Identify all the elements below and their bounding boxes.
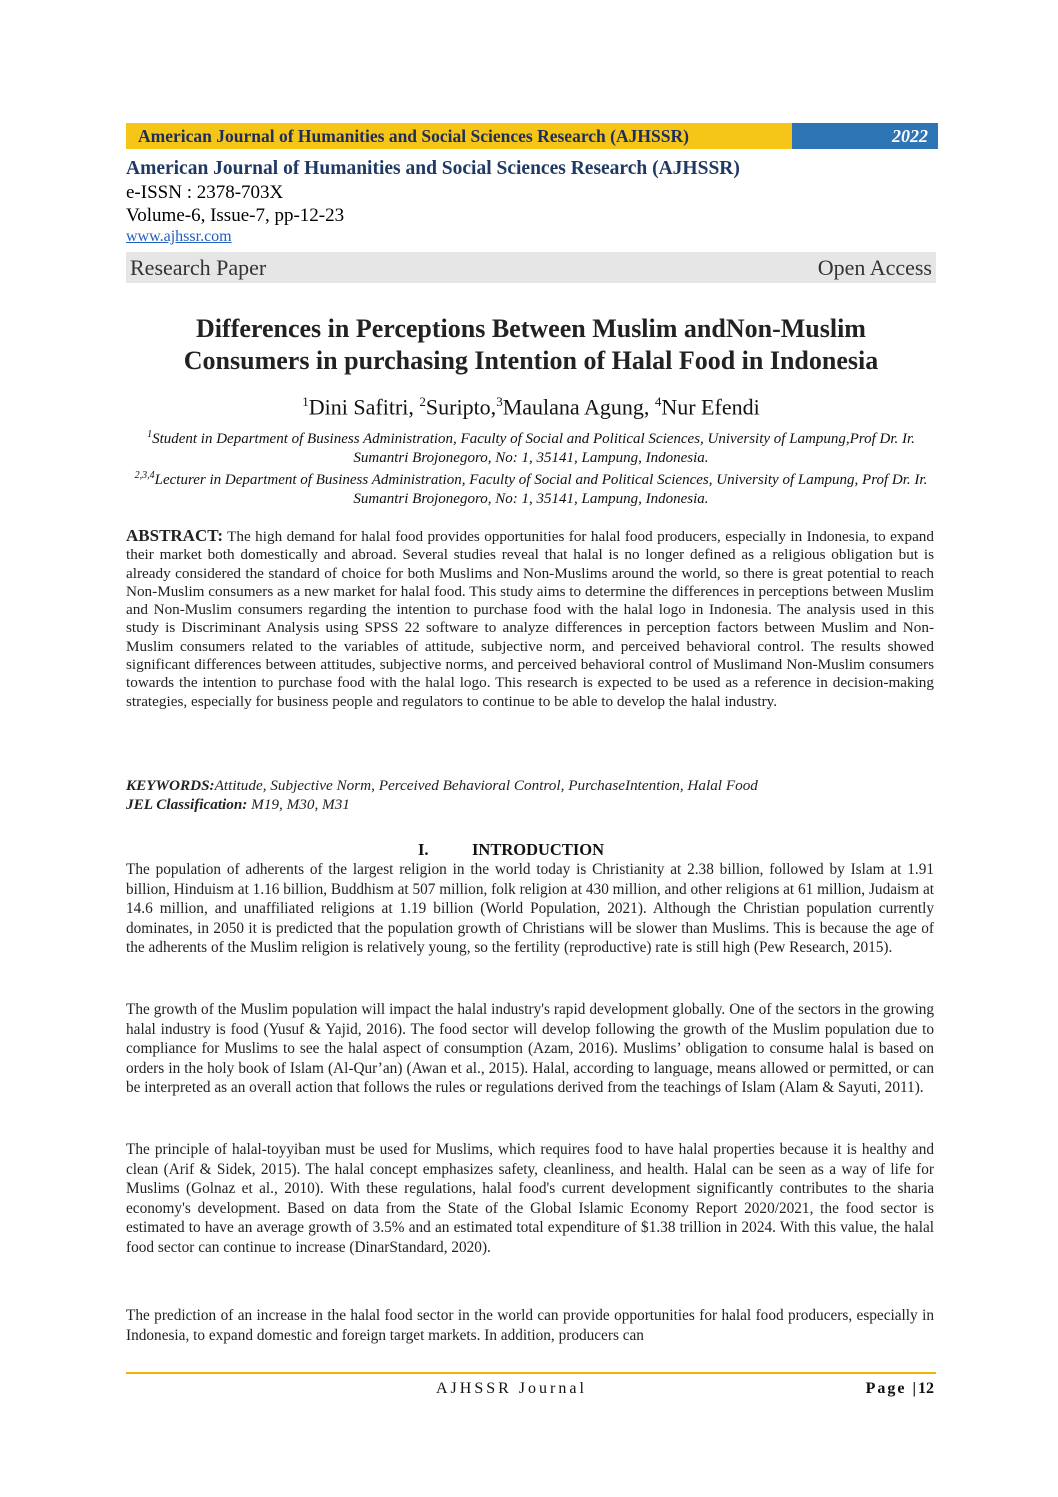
author-name: Suripto,: [425, 394, 497, 420]
author-list: [126, 394, 936, 420]
eissn-label: e-ISSN :: [126, 182, 197, 203]
access-type: Open Access: [817, 254, 932, 280]
keywords-block: [126, 776, 934, 814]
keywords-line: [126, 776, 934, 795]
author-sup: 1: [302, 394, 309, 409]
affiliation-sup: 2,3,4: [134, 470, 155, 481]
affiliation-1: [134, 425, 928, 468]
author-name: Dini Safitri,: [308, 394, 420, 420]
paragraph: The principle of halal-toyyiban must be used for Muslims, which requires food to have halal properties because it is healthy and clean (Arif & Sidek, 2015). The halal concept emphasizes safety, cleanliness, and health. Halal can be seen as a way of life for Muslims (Golnaz et al., 2010). With these regulations, halal food's current development significantly contributes to the sharia economy's development. Based on data from the State of the Global Islamic Economy Report 2020/2021, the food sector is estimated to have an average growth of 3.5% and an estimated total expenditure of $1.38 trillion in 2024. With this value, the halal food sector can continue to increase (DinarStandard, 2020).: [126, 1141, 934, 1256]
title-line-1: Differences in Perceptions Between Muslim andNon-Muslim: [196, 314, 866, 343]
keywords-text: Attitude, Subjective Norm, Perceived Behavioral Control, PurchaseIntention, Halal Food: [214, 777, 758, 794]
abstract: [126, 527, 934, 711]
author-sup: 2: [419, 394, 426, 409]
running-header-journal: American Journal of Humanities and Social Sciences Research (AJHSSR): [126, 123, 792, 149]
paragraph: The growth of the Muslim population will impact the halal industry's rapid development globally. One of the sectors in the growing halal industry is food (Yusuf & Yajid, 2016). The food sector will develop following the growth of the Muslim population due to compliance for Muslims to see the halal aspect of consumption (Azam, 2016). Muslims’ obligation to consume halal is based on orders in the holy book of Islam (Al-Qur’an) (Awan et al., 2015). Halal, according to language, means allowed or permitted, or can be interpreted as an overall action that follows the rules or regulations derived from the teachings of Islam (Alam & Sayuti, 2011).: [126, 1001, 934, 1096]
jel-line: [126, 795, 934, 814]
jel-text: M19, M30, M31: [247, 796, 350, 813]
running-header: [126, 123, 938, 149]
masthead-journal-title: American Journal of Humanities and Social Sciences Research (AJHSSR): [126, 158, 740, 179]
paper-type: Research Paper: [130, 254, 267, 280]
paragraph: The population of adherents of the largest religion in the world today is Christianity at 2.38 billion, followed by Islam at 1.91 billion, Hinduism at 1.16 billion, Buddhism at 507 million, folk religion at 430 million, and other religions at 61 million, Judaism at 14.6 million, and unaffiliated religions at 1.19 billion (World Population, 2021). Although the Christian population currently dominates, in 2050 it is predicted that the population growth of Christians will be slower than Muslims. This is because the age of the adherents of the Muslim religion is relatively young, so the fertility (reproductive) rate is still high (Pew Research, 2015).: [126, 861, 934, 956]
website-link[interactable]: www.ajhssr.com: [126, 228, 232, 245]
abstract-label: ABSTRACT:: [126, 526, 223, 545]
author-sup: 4: [654, 394, 662, 409]
masthead-eissn: [126, 181, 936, 204]
paragraph: The prediction of an increase in the halal food sector in the world can provide opportunities for halal food producers, especially in Indonesia, to expand domestic and foreign target markets. In addition, producers can: [126, 1307, 934, 1344]
author-name: Nur Efendi: [661, 394, 760, 420]
keywords-label: KEYWORDS:: [126, 777, 215, 794]
author-name: Maulana Agung,: [502, 394, 655, 420]
footer-page: [866, 1380, 934, 1398]
running-header-year: 2022: [792, 123, 938, 149]
eissn-value: 2378-703X: [196, 182, 284, 203]
page-label: Page |: [865, 1380, 918, 1397]
jel-label: JEL Classification:: [126, 796, 248, 813]
page-footer: [126, 1380, 936, 1404]
paper-title: [126, 313, 936, 377]
affiliation-text: Student in Department of Business Administration, Faculty of Social and Political Sciences, University of Lampung,Prof Dr. Ir. Sumantri Brojonegoro, No: 1, 35141, Lampung, Indonesia.: [152, 431, 915, 466]
affiliation-sup: 1: [147, 429, 153, 440]
section-number: I.: [418, 840, 429, 859]
masthead: [126, 157, 936, 246]
paper-type-bar: [126, 252, 936, 283]
affiliation-text: Lecturer in Department of Business Administration, Faculty of Social and Political Sciences, University of Lampung, Prof Dr. Ir. Sumantri Brojonegoro, No: 1, 35141, Lampung, Indonesia.: [154, 472, 928, 507]
footer-rule: [126, 1372, 936, 1374]
footer-journal: AJHSSR Journal: [436, 1380, 587, 1397]
masthead-volume: Volume-6, Issue-7, pp-12-23: [126, 205, 345, 226]
section-title: INTRODUCTION: [472, 840, 605, 859]
title-line-2: Consumers in purchasing Intention of Halal Food in Indonesia: [183, 346, 879, 375]
author-sup: 3: [496, 394, 503, 409]
page-number: 12: [918, 1380, 934, 1397]
abstract-text: The high demand for halal food provides opportunities for halal food producers, especially in Indonesia, to expand their market both domestically and abroad. Several studies reveal that halal is no longer defined as a religious obligation but is already considered the standard of choice for both Muslims and Non-Muslims around the world, so there is great potential to reach Non-Muslim consumers as a new market for halal food. This study aims to determine the differences in perceptions between Muslim and Non-Muslim consumers regarding the intention to purchase food with the halal logo in Indonesia. The analysis used in this study is Discriminant Analysis using SPSS 22 software to analyze differences in perception factors between Muslim and Non-Muslim consumers related to the variables of attitude, subjective norm, and perceived behavioral control. The results showed significant differences between attitudes, subjective norms, and perceived behavioral control of Muslimand Non-Muslim consumers towards the intention to purchase food with the halal logo. This research is expected to be used as a reference in decision-making strategies, especially for business people and regulators to continue to be able to develop the halal industry.: [126, 528, 934, 710]
affiliation-2: [134, 466, 928, 509]
